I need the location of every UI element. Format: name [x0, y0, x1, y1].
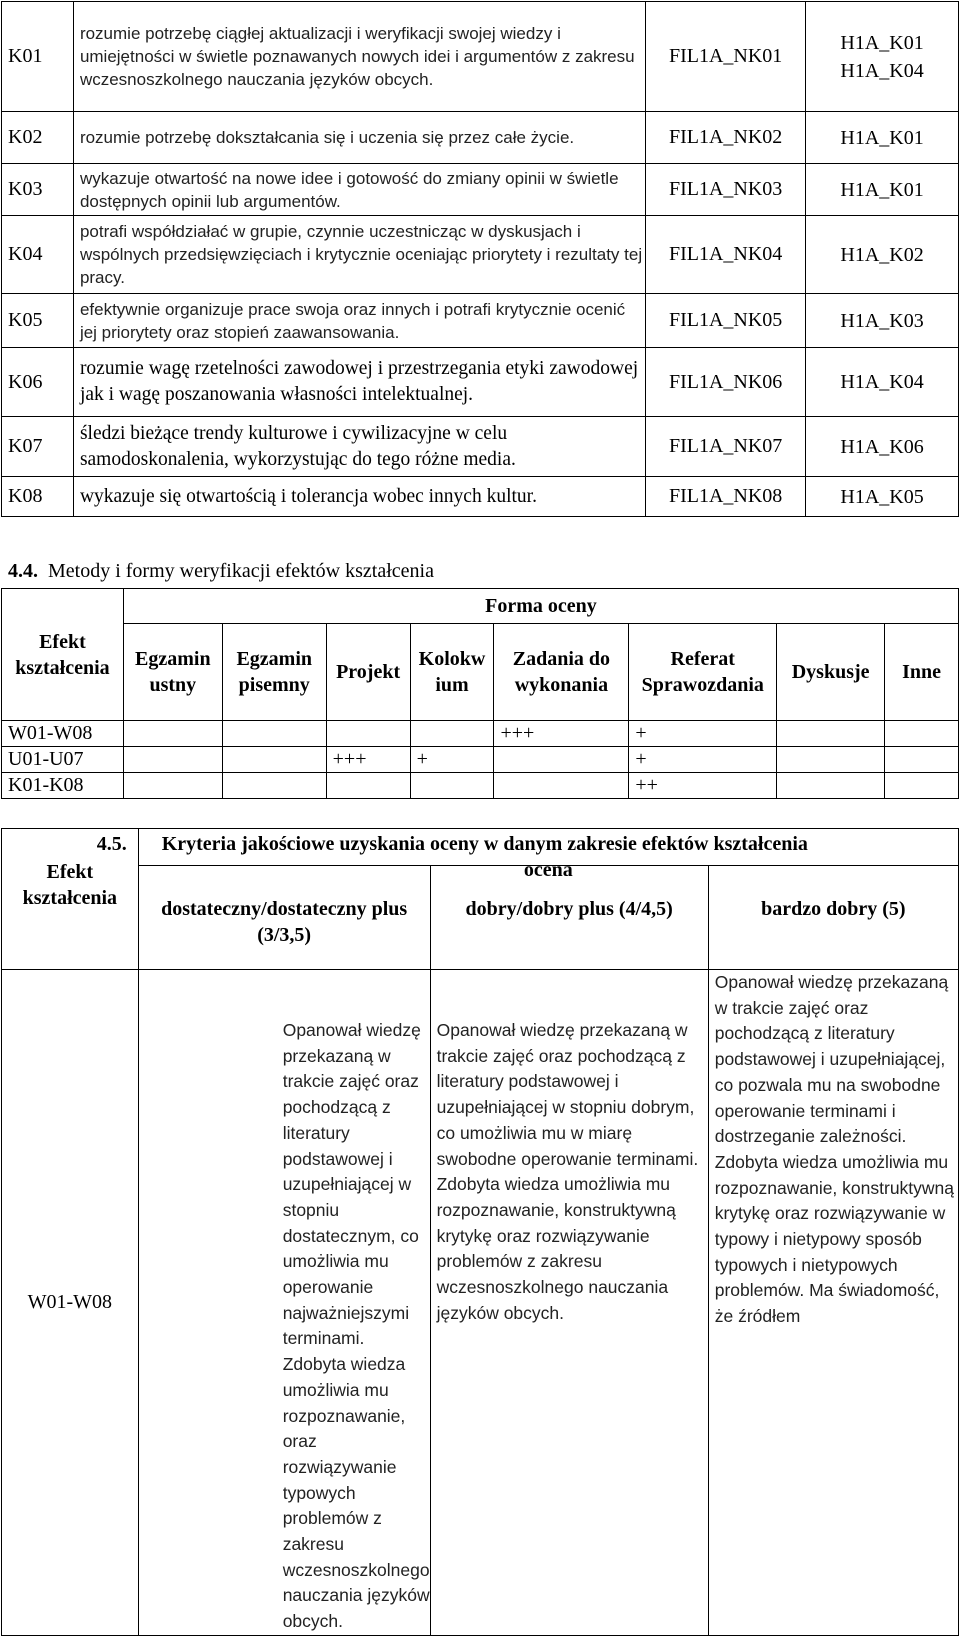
cell: [123, 747, 222, 773]
cell: [777, 721, 885, 747]
table-row: [2, 624, 959, 721]
cell: [326, 721, 410, 747]
column-header: Egzamin ustny: [123, 624, 222, 721]
cell: [494, 747, 629, 773]
table-row: [2, 721, 959, 747]
table-row: [2, 865, 959, 970]
table-row: [2, 589, 959, 624]
verification-methods-table: [1, 588, 959, 799]
criteria-text: Opanował wiedzę przekazaną w trakcie zajęć oraz pochodzącą z literatury podstawowej i uzupełniającej, co pozwala mu na swobodne operowanie terminami i dostrzeganie zależności. Zdobyta wiedza umożliwia mu rozpoznawanie, konstruktywną krytykę oraz rozwiązywanie w typowy i nietypowy sposób typowych i nietypowych problemów. Ma świadomość, że źródłem: [708, 970, 958, 1636]
table-row: [2, 970, 959, 1636]
cell: [123, 773, 222, 799]
section-heading-4-4: [8, 560, 434, 583]
column-header: Referat Sprawozdania: [629, 624, 777, 721]
column-header: Egzamin pisemny: [222, 624, 326, 721]
cell: +++: [494, 721, 629, 747]
effect-description: rozumie potrzebę dokształcania się i uczenia się przez całe życie.: [73, 112, 645, 164]
forma-oceny-header: Forma oceny: [123, 589, 958, 624]
row-label: W01-W08: [2, 721, 124, 747]
table-row: [2, 294, 959, 348]
cell: [410, 773, 494, 799]
row-label: U01-U07: [2, 747, 124, 773]
h1a-code: H1A_K01 H1A_K04: [806, 2, 959, 112]
section-title: Kryteria jakościowe uzyskania oceny w danym zakresie efektów kształcenia: [161, 833, 808, 855]
fil-code: FIL1A_NK05: [646, 294, 806, 348]
effect-description: wykazuje się otwartością i tolerancja wobec innych kultur.: [73, 477, 645, 517]
section-number: 4.4.: [8, 560, 38, 582]
cell: [885, 721, 959, 747]
effect-description: rozumie potrzebę ciągłej aktualizacji i weryfikacji swojej wiedzy i umiejętności w świetle poznawanych nowych idei i argumentów z zakresu wczesnoszkolnego nauczania języków obcych.: [73, 2, 645, 112]
effect-code: K07: [2, 417, 74, 477]
table-row: [2, 747, 959, 773]
cell: ++: [629, 773, 777, 799]
effect-description: efektywnie organizuje prace swoja oraz innych i potrafi krytycznie ocenić jej priorytety oraz stopień zaawansowania.: [73, 294, 645, 348]
cell: [777, 773, 885, 799]
h1a-code: H1A_K06: [806, 417, 959, 477]
cell: +: [629, 747, 777, 773]
cell: [123, 721, 222, 747]
effect-description: potrafi współdziałać w grupie, czynnie uczestnicząc w dyskusjach i wspólnych przedsięwzięciach i krytycznie oceniając priorytety i rezultaty tej pracy.: [73, 216, 645, 294]
effect-code: K05: [2, 294, 74, 348]
ocena-label: ocena: [523, 859, 573, 881]
table-row: [2, 773, 959, 799]
h1a-code: H1A_K01: [806, 164, 959, 216]
fil-code: FIL1A_NK02: [646, 112, 806, 164]
cell: [222, 747, 326, 773]
criteria-text: Opanował wiedzę przekazaną w trakcie zajęć oraz pochodzącą z literatury podstawowej i uzupełniającej w stopniu dobrym, co umożliwia mu w miarę swobodne operowanie terminami. Zdobyta wiedza umożliwia mu rozpoznawanie, konstruktywną krytykę oraz rozwiązywanie problemów z zakresu wczesnoszkolnego nauczania języków obcych.: [430, 970, 708, 1636]
table-row: [2, 216, 959, 294]
section-title: Metody i formy weryfikacji efektów kształcenia: [48, 560, 434, 582]
fil-code: FIL1A_NK04: [646, 216, 806, 294]
table-row: [2, 417, 959, 477]
criteria-text: Opanował wiedzę przekazaną w trakcie zajęć oraz pochodzącą z literatury podstawowej i uzupełniającej w stopniu dostatecznym, co umożliwia mu operowanie najważniejszymi terminami. Zdobyta wiedza umożliwia mu rozpoznawanie, oraz rozwiązywanie typowych problemów z zakresu wczesnoszkolnego nauczania języków obcych.: [138, 970, 430, 1636]
fil-code: FIL1A_NK06: [646, 348, 806, 417]
effects-table: [1, 1, 959, 517]
effect-description: śledzi bieżące trendy kulturowe i cywilizacyjne w celu samodoskonalenia, wykorzystując do tego różne media.: [73, 417, 645, 477]
effect-description: rozumie wagę rzetelności zawodowej i przestrzegania etyki zawodowej jak i wagę poszanowania własności intelektualnej.: [73, 348, 645, 417]
cell: +: [410, 747, 494, 773]
column-header: Zadania do wykonania: [494, 624, 629, 721]
ocena-header: [96, 829, 958, 881]
table-row: [2, 2, 959, 112]
column-header: Kolokw ium: [410, 624, 494, 721]
row-label: W01-W08: [2, 970, 139, 1636]
effect-code: K04: [2, 216, 74, 294]
effect-code: K08: [2, 477, 74, 517]
table-row: [2, 112, 959, 164]
grade-header: dobry/dobry plus (4/4,5): [430, 865, 708, 970]
row-label: K01-K08: [2, 773, 124, 799]
column-header: Projekt: [326, 624, 410, 721]
table-row: [2, 164, 959, 216]
cell: +++: [326, 747, 410, 773]
section-heading-4-5: [97, 833, 808, 856]
cell: [222, 773, 326, 799]
h1a-code: H1A_K04: [806, 348, 959, 417]
cell: [777, 747, 885, 773]
h1a-code: H1A_K03: [806, 294, 959, 348]
table-row: [2, 477, 959, 517]
fil-code: FIL1A_NK08: [646, 477, 806, 517]
table-row: [2, 829, 959, 866]
table-row: [2, 348, 959, 417]
grade-header: bardzo dobry (5): [708, 865, 958, 970]
section-number: 4.5.: [96, 833, 127, 855]
h1a-code: H1A_K02: [806, 216, 959, 294]
cell: [885, 747, 959, 773]
cell: [494, 773, 629, 799]
h1a-code: H1A_K01: [806, 112, 959, 164]
effect-description: wykazuje otwartość na nowe idee i gotowość do zmiany opinii w świetle dostępnych opinii lub argumentów.: [73, 164, 645, 216]
effect-code: K03: [2, 164, 74, 216]
cell: [222, 721, 326, 747]
grade-header: dostateczny/dostateczny plus (3/3,5): [138, 865, 430, 970]
fil-code: FIL1A_NK01: [646, 2, 806, 112]
cell: +: [629, 721, 777, 747]
column-header: Efekt kształcenia: [2, 589, 124, 721]
fil-code: FIL1A_NK03: [646, 164, 806, 216]
fil-code: FIL1A_NK07: [646, 417, 806, 477]
quality-criteria-table: [1, 828, 959, 1636]
efekt-header: Efekt kształcenia: [2, 829, 139, 970]
effect-code: K01: [2, 2, 74, 112]
h1a-code: H1A_K05: [806, 477, 959, 517]
effect-code: K02: [2, 112, 74, 164]
effect-code: K06: [2, 348, 74, 417]
cell: [326, 773, 410, 799]
cell: [885, 773, 959, 799]
column-header: Dyskusje: [777, 624, 885, 721]
column-header: Inne: [885, 624, 959, 721]
cell: [410, 721, 494, 747]
